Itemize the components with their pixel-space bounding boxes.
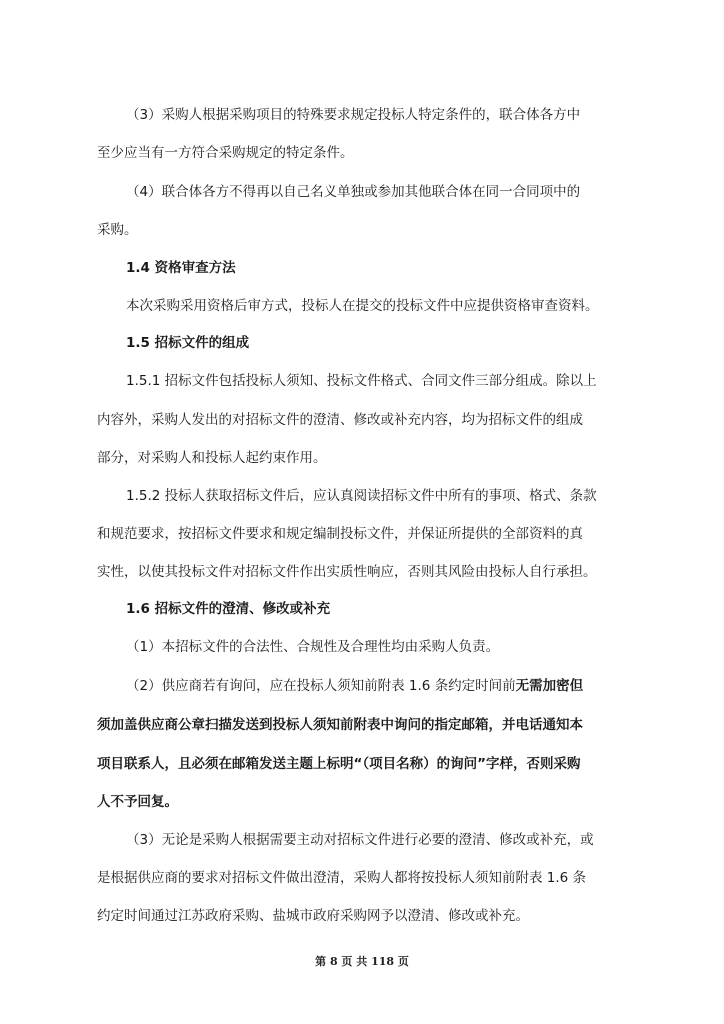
- paragraph-line: [97, 715, 637, 735]
- text-segment: 采购。: [97, 222, 138, 238]
- bold-text-segment: 项目联系人，且必须在邮箱发送主题上标明“（项目名称）的询问”字样，否则采购: [97, 756, 581, 772]
- text-segment: （4）联合体各方不得再以自己名义单独或参加其他联合体在同一合同项中的: [126, 184, 581, 200]
- page-footer: [0, 953, 724, 969]
- paragraph-line: [126, 182, 636, 202]
- paragraph-line: [97, 868, 637, 888]
- page-number-label: 第 8 页 共 118 页: [315, 955, 409, 968]
- paragraph-line: [97, 906, 637, 926]
- paragraph-line: [126, 637, 636, 657]
- text-segment: 本次采购采用资格后审方式，投标人在提交的投标文件中应提供资格审查资料。: [126, 298, 599, 314]
- text-segment: 1.5.2 投标人获取招标文件后，应认真阅读招标文件中所有的事项、格式、条款: [126, 488, 597, 504]
- paragraph-line: [126, 830, 636, 850]
- paragraph-line: [97, 754, 637, 774]
- text-segment: 内容外，采购人发出的对招标文件的澄清、修改或补充内容，均为招标文件的组成: [97, 412, 583, 428]
- bold-text-segment: 无需加密但: [515, 678, 584, 694]
- text-segment: （1）本招标文件的合法性、合规性及合理性均由采购人负责。: [126, 639, 500, 655]
- paragraph-line: [97, 143, 637, 163]
- text-segment: 至少应当有一方符合采购规定的特定条件。: [97, 145, 354, 161]
- text-segment: 1.5.1 招标文件包括投标人须知、投标文件格式、合同文件三部分组成。除以上: [126, 373, 597, 389]
- section-heading: 1.6 招标文件的澄清、修改或补充: [126, 601, 331, 617]
- text-segment: （3）采购人根据采购项目的特殊要求规定投标人特定条件的，联合体各方中: [126, 107, 581, 123]
- bold-text-segment: 须加盖供应商公章扫描发送到投标人须知前附表中询问的指定邮箱，并电话通知本: [97, 717, 583, 733]
- paragraph-line: [97, 410, 637, 430]
- section-heading: 1.5 招标文件的组成: [126, 335, 250, 351]
- text-segment: 实性，以使其投标文件对招标文件作出实质性响应，否则其风险由投标人自行承担。: [97, 564, 597, 580]
- paragraph-line: [97, 220, 637, 240]
- paragraph-line: [97, 562, 637, 582]
- paragraph-line: [126, 105, 636, 125]
- paragraph-line: [126, 676, 636, 696]
- section-heading: 1.4 资格审查方法: [126, 260, 236, 276]
- paragraph-line: [126, 371, 636, 391]
- text-segment: 约定时间通过江苏政府采购、盐城市政府采购网予以澄清、修改或补充。: [97, 908, 529, 924]
- text-segment: （3）无论是采购人根据需要主动对招标文件进行必要的澄清、修改或补充，或: [126, 832, 594, 848]
- text-segment: 是根据供应商的要求对招标文件做出澄清，采购人都将按投标人须知前附表 1.6 条: [97, 870, 587, 886]
- paragraph-line: [97, 792, 637, 812]
- paragraph-line: [126, 296, 636, 316]
- paragraph-line: [97, 524, 637, 544]
- text-segment: 部分，对采购人和投标人起约束作用。: [97, 450, 327, 466]
- text-segment: 和规范要求，按招标文件要求和规定编制投标文件，并保证所提供的全部资料的真: [97, 526, 583, 542]
- paragraph-line: [126, 486, 636, 506]
- bold-text-segment: 人不予回复。: [97, 794, 178, 810]
- text-segment: （2）供应商若有询问，应在投标人须知前附表 1.6 条约定时间前: [126, 678, 516, 694]
- paragraph-line: [97, 448, 637, 468]
